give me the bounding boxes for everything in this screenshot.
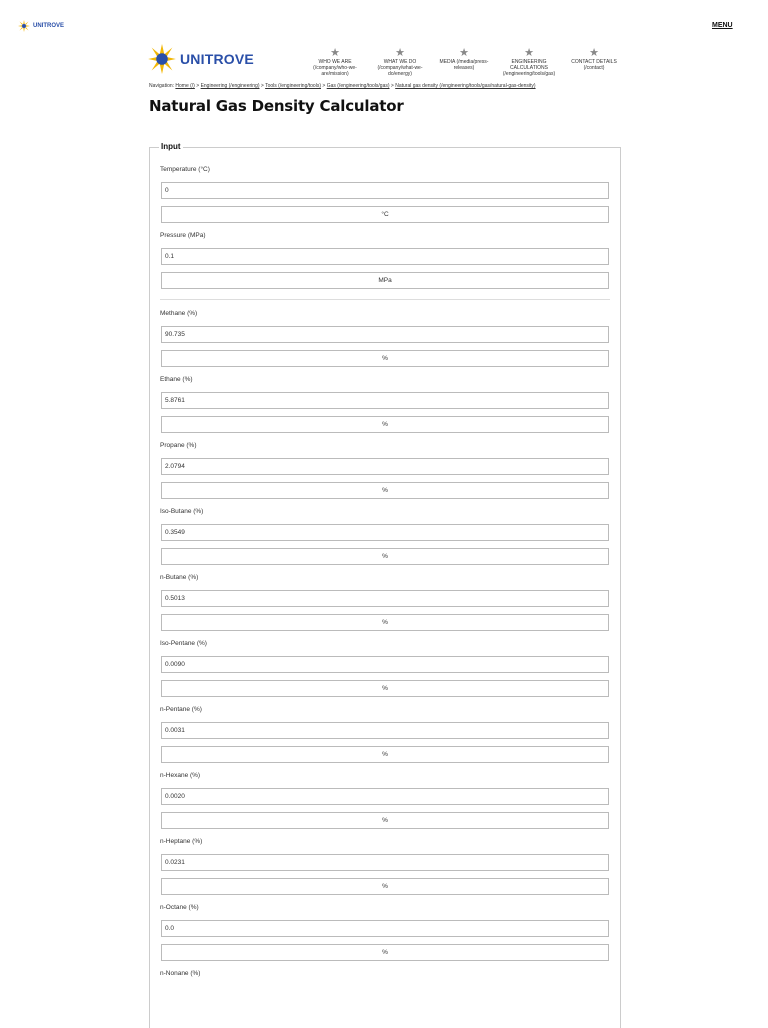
n-heptane-unit-select[interactable]: % bbox=[161, 878, 609, 895]
breadcrumb-link-engineering[interactable]: Engineering (/engineering) bbox=[200, 83, 260, 89]
sun-logo-icon bbox=[18, 20, 30, 32]
n-octane-label: n-Octane (%) bbox=[160, 904, 199, 911]
input-form bbox=[160, 165, 610, 981]
sun-logo-icon bbox=[148, 44, 176, 74]
nav-label: WHAT WE DO bbox=[383, 59, 417, 65]
nav-label: WHO WE ARE bbox=[318, 59, 352, 65]
page-title: Natural Gas Density Calculator bbox=[149, 97, 404, 115]
input-fieldset bbox=[149, 142, 621, 1028]
star-icon: ★ bbox=[459, 47, 469, 59]
n-nonane-label: n-Nonane (%) bbox=[160, 970, 201, 977]
iso-pentane-label: Iso-Pentane (%) bbox=[160, 640, 207, 647]
temperature-label: Temperature (°C) bbox=[160, 166, 210, 173]
field-group-n-octane bbox=[160, 903, 610, 969]
nav-contact-details[interactable] bbox=[562, 48, 626, 71]
pressure-unit-select[interactable]: MPa bbox=[161, 272, 609, 289]
n-pentane-input[interactable]: 0.0031 bbox=[161, 722, 609, 739]
nav-label: CONTACT DETAILS bbox=[571, 59, 617, 65]
n-pentane-label: n-Pentane (%) bbox=[160, 706, 202, 713]
iso-pentane-unit-select[interactable]: % bbox=[161, 680, 609, 697]
temperature-input[interactable]: 0 bbox=[161, 182, 609, 199]
nav-label: releases) bbox=[453, 65, 475, 71]
field-group-iso-butane bbox=[160, 507, 610, 573]
breadcrumb-link-gas[interactable]: Gas (/engineering/tools/gas) bbox=[326, 83, 390, 89]
n-hexane-label: n-Hexane (%) bbox=[160, 772, 201, 779]
propane-unit-select[interactable]: % bbox=[161, 482, 609, 499]
pressure-input[interactable]: 0.1 bbox=[161, 248, 609, 265]
ethane-unit-select[interactable]: % bbox=[161, 416, 609, 433]
nav-label: ENGINEERING bbox=[511, 59, 547, 65]
nav-label: CALCULATIONS bbox=[510, 65, 548, 71]
field-group-propane bbox=[160, 441, 610, 507]
n-butane-unit-select[interactable]: % bbox=[161, 614, 609, 631]
propane-input[interactable]: 2.0794 bbox=[161, 458, 609, 475]
field-group-methane bbox=[160, 309, 610, 375]
methane-label: Methane (%) bbox=[160, 310, 198, 317]
field-group-pressure bbox=[160, 231, 610, 297]
breadcrumb-link-natural-gas-density[interactable]: Natural gas density (/engineering/tools/gas/natural-gas-density) bbox=[395, 83, 536, 89]
methane-input[interactable]: 90.735 bbox=[161, 326, 609, 343]
breadcrumb-link-home[interactable]: Home (/) bbox=[175, 83, 195, 89]
breadcrumb bbox=[149, 83, 536, 89]
nav-what-we-do[interactable] bbox=[368, 48, 432, 77]
iso-butane-input[interactable]: 0.3549 bbox=[161, 524, 609, 541]
field-group-iso-pentane bbox=[160, 639, 610, 705]
nav-media[interactable] bbox=[432, 48, 496, 71]
star-icon: ★ bbox=[330, 47, 340, 59]
methane-unit-select[interactable]: % bbox=[161, 350, 609, 367]
brand-logo[interactable] bbox=[148, 44, 254, 74]
n-hexane-unit-select[interactable]: % bbox=[161, 812, 609, 829]
field-group-n-hexane bbox=[160, 771, 610, 837]
menu-button[interactable]: MENU bbox=[712, 22, 733, 29]
nav-label: (/company/what-we- bbox=[377, 65, 423, 71]
field-group-n-pentane bbox=[160, 705, 610, 771]
nav-who-we-are[interactable] bbox=[303, 48, 367, 77]
nav-label: are/mission) bbox=[321, 71, 349, 77]
nav-label: (/contact) bbox=[583, 65, 605, 71]
input-legend: Input bbox=[161, 142, 181, 151]
breadcrumb-separator: > bbox=[260, 83, 264, 89]
nav-label: MEDIA (/media/press- bbox=[439, 59, 489, 65]
breadcrumb-separator: > bbox=[322, 83, 326, 89]
breadcrumb-prefix: Navigation: bbox=[149, 83, 175, 89]
ethane-input[interactable]: 5.8761 bbox=[161, 392, 609, 409]
n-octane-input[interactable]: 0.0 bbox=[161, 920, 609, 937]
propane-label: Propane (%) bbox=[160, 442, 197, 449]
nav-label: do/energy) bbox=[388, 71, 412, 77]
site-header bbox=[148, 44, 620, 78]
top-logo-text: UNITROVE bbox=[33, 23, 65, 29]
temperature-unit-select[interactable]: °C bbox=[161, 206, 609, 223]
field-group-n-butane bbox=[160, 573, 610, 639]
field-group-ethane bbox=[160, 375, 610, 441]
nav-label: (/engineering/tools/gas) bbox=[502, 71, 556, 77]
brand-name: UNITROVE bbox=[180, 51, 254, 67]
field-group-n-heptane bbox=[160, 837, 610, 903]
n-heptane-input[interactable]: 0.0231 bbox=[161, 854, 609, 871]
n-butane-input[interactable]: 0.5013 bbox=[161, 590, 609, 607]
iso-pentane-input[interactable]: 0.0090 bbox=[161, 656, 609, 673]
field-group-n-nonane bbox=[160, 969, 610, 981]
star-icon: ★ bbox=[524, 47, 534, 59]
star-icon: ★ bbox=[589, 47, 599, 59]
breadcrumb-link-tools[interactable]: Tools (/engineering/tools) bbox=[265, 83, 321, 89]
n-butane-label: n-Butane (%) bbox=[160, 574, 199, 581]
top-logo[interactable] bbox=[18, 20, 64, 32]
n-octane-unit-select[interactable]: % bbox=[161, 944, 609, 961]
nav-engineering-calculations[interactable] bbox=[497, 48, 561, 77]
pressure-label: Pressure (MPa) bbox=[160, 232, 206, 239]
breadcrumb-separator: > bbox=[390, 83, 394, 89]
iso-butane-label: Iso-Butane (%) bbox=[160, 508, 204, 515]
iso-butane-unit-select[interactable]: % bbox=[161, 548, 609, 565]
nav-label: (/company/who-we- bbox=[313, 65, 357, 71]
n-hexane-input[interactable]: 0.0020 bbox=[161, 788, 609, 805]
section-divider bbox=[160, 299, 610, 300]
ethane-label: Ethane (%) bbox=[160, 376, 193, 383]
n-heptane-label: n-Heptane (%) bbox=[160, 838, 203, 845]
breadcrumb-separator: > bbox=[196, 83, 200, 89]
field-group-temperature bbox=[160, 165, 610, 231]
n-pentane-unit-select[interactable]: % bbox=[161, 746, 609, 763]
star-icon: ★ bbox=[395, 47, 405, 59]
